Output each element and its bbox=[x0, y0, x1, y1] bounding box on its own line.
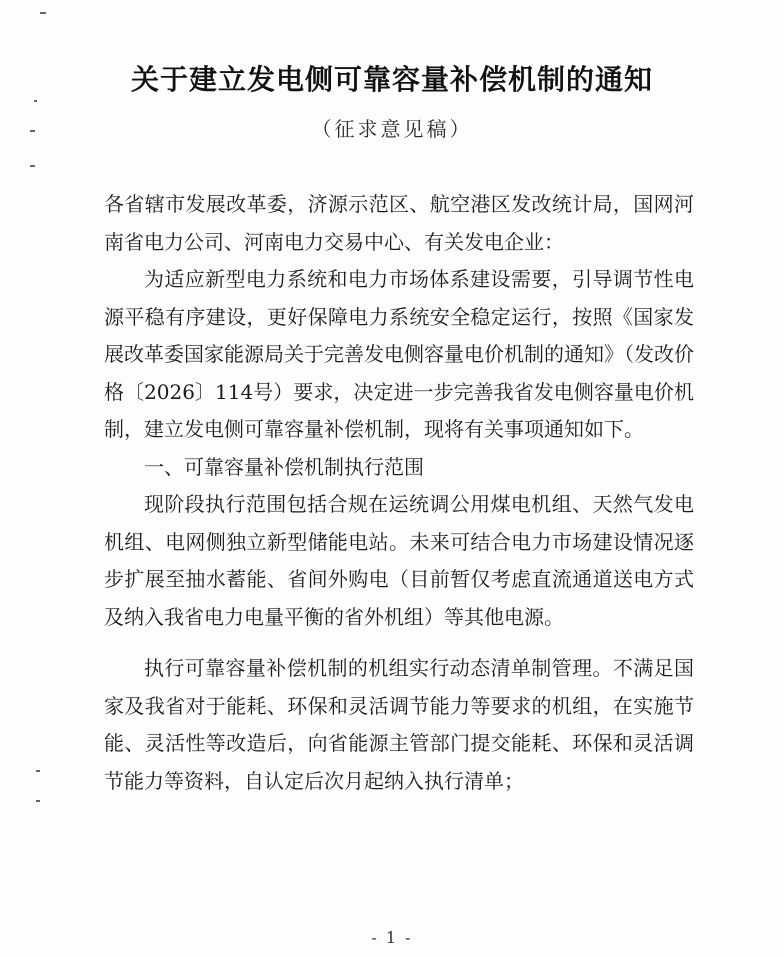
scan-mark bbox=[36, 800, 40, 802]
document-subtitle: （征求意见稿） bbox=[311, 117, 473, 141]
paragraph-gap bbox=[104, 636, 694, 650]
document-title: 关于建立发电侧可靠容量补偿机制的通知 bbox=[130, 63, 653, 96]
section-paragraph: 现阶段执行范围包括合规在运统调公用煤电机组、天然气发电机组、电网侧独立新型储能电站。未来可结合电力市场建设情况逐步扩展至抽水蓄能、省间外购电（目前暂仅考虑直流通道送电方式及纳入我省电力电量平衡的省外机组）等其他电源。 bbox=[104, 492, 694, 629]
page-number: - 1 - bbox=[371, 928, 413, 947]
scan-mark bbox=[34, 100, 37, 102]
scan-mark bbox=[40, 12, 46, 14]
section-heading: 一、可靠容量补偿机制执行范围 bbox=[144, 454, 424, 479]
section-paragraph: 执行可靠容量补偿机制的机组实行动态清单制管理。不满足国家及我省对于能耗、环保和灵活调节能力等要求的机组，在实施节能、灵活性等改造后，向省能源主管部门提交能耗、环保和灵活调节能力等资料，自认定后次月起纳入执行清单； bbox=[104, 656, 694, 793]
scan-mark bbox=[36, 770, 40, 772]
addressee-paragraph: 各省辖市发展改革委，济源示范区、航空港区发改统计局，国网河南省电力公司、河南电力交易中心、有关发电企业： bbox=[104, 192, 694, 254]
intro-paragraph: 为适应新型电力系统和电力市场体系建设需要，引导调节性电源平稳有序建设，更好保障电力系统安全稳定运行，按照《国家发展改革委国家能源局关于完善发电侧容量电价机制的通知》（发改价格〔2026〕114号）要求，决定进一步完善我省发电侧容量电价机制，建立发电侧可靠容量补偿机制，现将有关事项通知如下。 bbox=[104, 267, 694, 441]
document-body bbox=[104, 186, 694, 800]
scan-mark bbox=[30, 165, 35, 167]
